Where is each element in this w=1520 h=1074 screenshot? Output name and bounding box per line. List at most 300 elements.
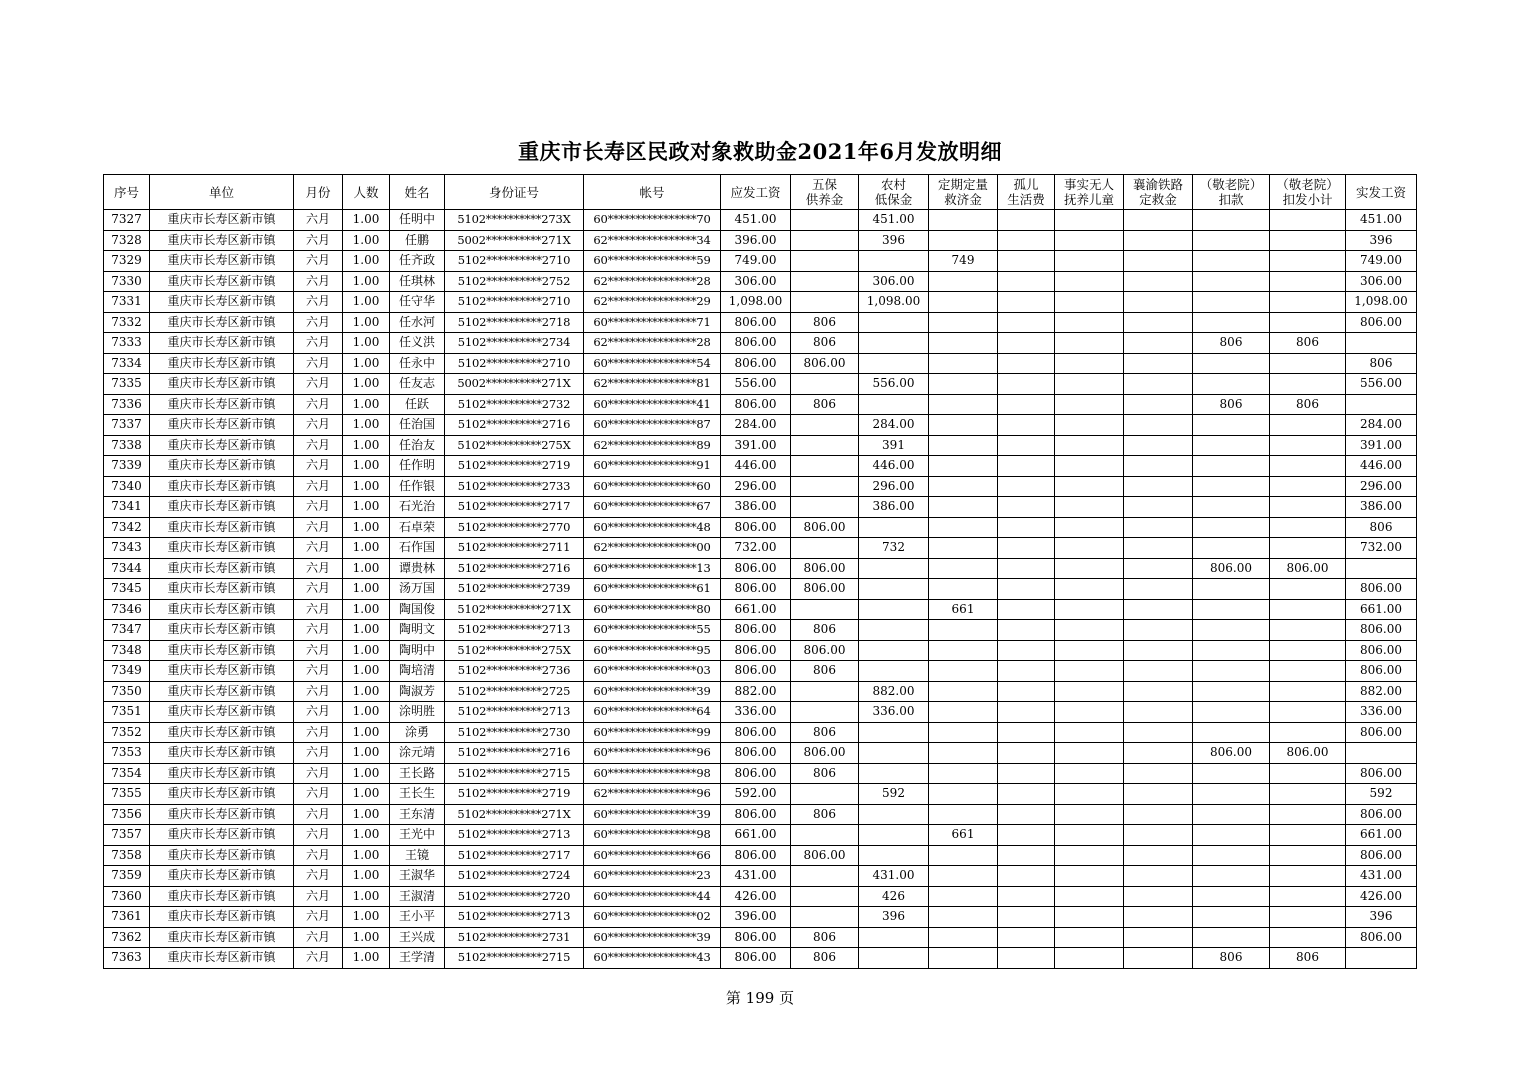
table-cell: 7344 bbox=[104, 558, 150, 579]
table-cell bbox=[1270, 927, 1346, 948]
table-cell: 62****************00 bbox=[584, 538, 721, 559]
table-cell: 重庆市长寿区新市镇 bbox=[150, 579, 294, 600]
table-cell bbox=[1270, 620, 1346, 641]
table-cell: 806.00 bbox=[721, 661, 791, 682]
table-cell: 重庆市长寿区新市镇 bbox=[150, 476, 294, 497]
table-cell bbox=[1124, 948, 1193, 969]
table-cell: 重庆市长寿区新市镇 bbox=[150, 517, 294, 538]
table-cell bbox=[998, 312, 1055, 333]
table-cell: 1.00 bbox=[343, 927, 390, 948]
table-cell bbox=[1270, 579, 1346, 600]
table-cell bbox=[1124, 599, 1193, 620]
table-cell: 六月 bbox=[294, 886, 343, 907]
table-cell bbox=[998, 661, 1055, 682]
table-cell: 60****************39 bbox=[584, 804, 721, 825]
table-cell: 5102**********2718 bbox=[445, 312, 584, 333]
table-cell bbox=[998, 866, 1055, 887]
table-cell bbox=[1124, 927, 1193, 948]
table-cell: 5102**********2715 bbox=[445, 763, 584, 784]
table-cell bbox=[1124, 394, 1193, 415]
table-cell: 7349 bbox=[104, 661, 150, 682]
table-cell bbox=[1346, 394, 1417, 415]
table-cell: 1.00 bbox=[343, 517, 390, 538]
table-cell: 5102**********273X bbox=[445, 210, 584, 231]
column-header: 襄渝铁路 定救金 bbox=[1124, 175, 1193, 210]
table-cell bbox=[1055, 210, 1124, 231]
table-cell bbox=[998, 681, 1055, 702]
table-cell bbox=[998, 599, 1055, 620]
table-cell bbox=[859, 948, 929, 969]
table-cell: 806.00 bbox=[791, 845, 859, 866]
table-cell: 7329 bbox=[104, 251, 150, 272]
table-cell bbox=[859, 333, 929, 354]
table-cell bbox=[1124, 415, 1193, 436]
table-cell: 任水河 bbox=[390, 312, 445, 333]
table-cell bbox=[1055, 927, 1124, 948]
table-cell bbox=[998, 292, 1055, 313]
table-cell: 806 bbox=[1193, 394, 1270, 415]
table-cell bbox=[1270, 435, 1346, 456]
table-cell bbox=[791, 825, 859, 846]
table-cell: 5102**********2710 bbox=[445, 353, 584, 374]
table-row bbox=[104, 927, 1417, 948]
table-cell: 806.00 bbox=[1193, 743, 1270, 764]
table-row bbox=[104, 702, 1417, 723]
table-cell bbox=[998, 763, 1055, 784]
table-cell: 5102**********2719 bbox=[445, 784, 584, 805]
table-cell bbox=[929, 907, 998, 928]
table-cell bbox=[1124, 763, 1193, 784]
table-cell: 王小平 bbox=[390, 907, 445, 928]
table-cell bbox=[1124, 845, 1193, 866]
table-cell: 任友志 bbox=[390, 374, 445, 395]
table-cell bbox=[1055, 784, 1124, 805]
table-cell bbox=[859, 661, 929, 682]
table-cell bbox=[859, 825, 929, 846]
table-cell: 806.00 bbox=[721, 763, 791, 784]
table-cell: 六月 bbox=[294, 866, 343, 887]
table-cell: 60****************91 bbox=[584, 456, 721, 477]
table-cell: 396 bbox=[859, 230, 929, 251]
table-cell: 806 bbox=[791, 927, 859, 948]
table-cell bbox=[1193, 497, 1270, 518]
table-cell: 446.00 bbox=[1346, 456, 1417, 477]
table-cell: 六月 bbox=[294, 722, 343, 743]
column-header: 单位 bbox=[150, 175, 294, 210]
table-row bbox=[104, 517, 1417, 538]
table-cell: 王镜 bbox=[390, 845, 445, 866]
table-cell: 1.00 bbox=[343, 558, 390, 579]
table-cell bbox=[1124, 702, 1193, 723]
table-cell: 60****************54 bbox=[584, 353, 721, 374]
table-cell: 六月 bbox=[294, 476, 343, 497]
table-cell: 284.00 bbox=[1346, 415, 1417, 436]
table-cell bbox=[791, 476, 859, 497]
table-row bbox=[104, 825, 1417, 846]
table-cell: 石光治 bbox=[390, 497, 445, 518]
table-cell bbox=[859, 845, 929, 866]
table-cell: 882.00 bbox=[721, 681, 791, 702]
table-cell bbox=[859, 251, 929, 272]
table-cell: 重庆市长寿区新市镇 bbox=[150, 210, 294, 231]
table-cell bbox=[1193, 415, 1270, 436]
table-cell: 451.00 bbox=[721, 210, 791, 231]
table-cell: 60****************39 bbox=[584, 681, 721, 702]
table-cell bbox=[929, 866, 998, 887]
table-cell bbox=[1055, 497, 1124, 518]
table-cell: 284.00 bbox=[859, 415, 929, 436]
table-cell: 7348 bbox=[104, 640, 150, 661]
table-cell bbox=[1270, 804, 1346, 825]
table-cell bbox=[998, 333, 1055, 354]
table-cell: 5102**********2710 bbox=[445, 292, 584, 313]
table-cell: 306.00 bbox=[859, 271, 929, 292]
table-cell bbox=[1124, 661, 1193, 682]
column-header: 姓名 bbox=[390, 175, 445, 210]
table-cell: 431.00 bbox=[721, 866, 791, 887]
table-cell: 陶淑芳 bbox=[390, 681, 445, 702]
table-cell bbox=[929, 312, 998, 333]
table-cell: 六月 bbox=[294, 804, 343, 825]
table-row bbox=[104, 907, 1417, 928]
table-cell: 60****************44 bbox=[584, 886, 721, 907]
table-cell bbox=[859, 353, 929, 374]
table-cell: 7359 bbox=[104, 866, 150, 887]
table-cell: 1.00 bbox=[343, 271, 390, 292]
table-row bbox=[104, 948, 1417, 969]
table-cell: 806.00 bbox=[721, 927, 791, 948]
table-cell: 60****************96 bbox=[584, 743, 721, 764]
table-cell: 556.00 bbox=[721, 374, 791, 395]
table-cell: 306.00 bbox=[1346, 271, 1417, 292]
table-cell: 451.00 bbox=[859, 210, 929, 231]
table-cell bbox=[1270, 292, 1346, 313]
table-cell: 806.00 bbox=[721, 394, 791, 415]
table-cell bbox=[929, 784, 998, 805]
table-cell: 806.00 bbox=[791, 743, 859, 764]
table-cell bbox=[998, 907, 1055, 928]
column-header: 实发工资 bbox=[1346, 175, 1417, 210]
page-title: 重庆市长寿区民政对象救助金2021年6月发放明细 bbox=[517, 139, 1003, 164]
table-cell: 60****************67 bbox=[584, 497, 721, 518]
column-header: 孤儿 生活费 bbox=[998, 175, 1055, 210]
table-cell bbox=[1124, 681, 1193, 702]
table-cell bbox=[1270, 210, 1346, 231]
table-cell: 六月 bbox=[294, 763, 343, 784]
table-cell bbox=[1346, 743, 1417, 764]
table-cell: 7334 bbox=[104, 353, 150, 374]
table-cell: 806.00 bbox=[721, 845, 791, 866]
table-cell: 六月 bbox=[294, 538, 343, 559]
table-cell bbox=[998, 845, 1055, 866]
table-cell bbox=[998, 456, 1055, 477]
table-cell: 732.00 bbox=[1346, 538, 1417, 559]
table-header bbox=[104, 175, 1417, 210]
table-cell bbox=[929, 763, 998, 784]
table-cell bbox=[1193, 599, 1270, 620]
table-cell: 7335 bbox=[104, 374, 150, 395]
table-cell: 60****************80 bbox=[584, 599, 721, 620]
table-cell bbox=[1124, 210, 1193, 231]
table-cell: 806 bbox=[1346, 353, 1417, 374]
table-cell: 石卓荣 bbox=[390, 517, 445, 538]
table-cell: 重庆市长寿区新市镇 bbox=[150, 292, 294, 313]
table-row bbox=[104, 886, 1417, 907]
table-cell: 重庆市长寿区新市镇 bbox=[150, 886, 294, 907]
table-cell bbox=[791, 886, 859, 907]
table-cell: 806.00 bbox=[1346, 640, 1417, 661]
table-cell bbox=[929, 948, 998, 969]
table-cell: 陶培清 bbox=[390, 661, 445, 682]
table-cell bbox=[1055, 394, 1124, 415]
table-cell bbox=[1193, 517, 1270, 538]
table-cell bbox=[998, 476, 1055, 497]
table-cell: 重庆市长寿区新市镇 bbox=[150, 374, 294, 395]
table-cell: 重庆市长寿区新市镇 bbox=[150, 722, 294, 743]
table-cell bbox=[929, 353, 998, 374]
table-cell: 王淑清 bbox=[390, 886, 445, 907]
table-cell: 六月 bbox=[294, 394, 343, 415]
table-cell: 426.00 bbox=[721, 886, 791, 907]
table-cell: 5102**********2730 bbox=[445, 722, 584, 743]
table-row bbox=[104, 681, 1417, 702]
table-cell bbox=[998, 784, 1055, 805]
table-cell: 882.00 bbox=[1346, 681, 1417, 702]
table-cell bbox=[1055, 845, 1124, 866]
table-cell bbox=[1193, 661, 1270, 682]
table-cell: 592.00 bbox=[721, 784, 791, 805]
table-cell: 62****************96 bbox=[584, 784, 721, 805]
table-cell bbox=[1193, 722, 1270, 743]
table-cell bbox=[1270, 415, 1346, 436]
table-cell: 重庆市长寿区新市镇 bbox=[150, 251, 294, 272]
table-cell: 7336 bbox=[104, 394, 150, 415]
column-header: 身份证号 bbox=[445, 175, 584, 210]
table-cell: 60****************03 bbox=[584, 661, 721, 682]
table-cell: 1.00 bbox=[343, 825, 390, 846]
table-cell bbox=[1124, 497, 1193, 518]
table-cell bbox=[998, 948, 1055, 969]
table-cell: 661 bbox=[929, 599, 998, 620]
table-cell: 386.00 bbox=[859, 497, 929, 518]
table-cell bbox=[998, 722, 1055, 743]
table-cell bbox=[1270, 456, 1346, 477]
table-cell: 1,098.00 bbox=[721, 292, 791, 313]
table-cell: 5102**********2731 bbox=[445, 927, 584, 948]
table-cell: 5102**********2716 bbox=[445, 415, 584, 436]
table-cell: 806 bbox=[791, 394, 859, 415]
table-cell bbox=[998, 353, 1055, 374]
table-cell: 749.00 bbox=[1346, 251, 1417, 272]
table-cell: 806.00 bbox=[1193, 558, 1270, 579]
table-cell: 重庆市长寿区新市镇 bbox=[150, 435, 294, 456]
table-cell: 60****************23 bbox=[584, 866, 721, 887]
table-cell bbox=[1124, 804, 1193, 825]
table-cell: 7360 bbox=[104, 886, 150, 907]
table-cell: 62****************34 bbox=[584, 230, 721, 251]
table-cell: 涂元靖 bbox=[390, 743, 445, 764]
table-cell: 1,098.00 bbox=[859, 292, 929, 313]
table-cell: 六月 bbox=[294, 702, 343, 723]
table-cell: 1.00 bbox=[343, 579, 390, 600]
table-cell bbox=[1124, 620, 1193, 641]
table-cell bbox=[1193, 681, 1270, 702]
table-cell: 806.00 bbox=[721, 517, 791, 538]
table-cell: 806.00 bbox=[721, 804, 791, 825]
table-cell: 661.00 bbox=[1346, 825, 1417, 846]
table-cell: 1.00 bbox=[343, 435, 390, 456]
table-cell: 5102**********2720 bbox=[445, 886, 584, 907]
table-cell bbox=[998, 210, 1055, 231]
table-cell: 六月 bbox=[294, 435, 343, 456]
table-row bbox=[104, 538, 1417, 559]
table-cell: 5102**********2752 bbox=[445, 271, 584, 292]
table-cell: 六月 bbox=[294, 312, 343, 333]
table-cell: 5002**********271X bbox=[445, 230, 584, 251]
table-cell: 1.00 bbox=[343, 804, 390, 825]
table-cell bbox=[791, 271, 859, 292]
column-header: 定期定量 救济金 bbox=[929, 175, 998, 210]
table-cell: 六月 bbox=[294, 415, 343, 436]
table-cell: 六月 bbox=[294, 681, 343, 702]
table-cell bbox=[998, 579, 1055, 600]
table-cell: 王兴成 bbox=[390, 927, 445, 948]
table-cell bbox=[1193, 927, 1270, 948]
table-cell: 5002**********271X bbox=[445, 374, 584, 395]
table-cell bbox=[1124, 251, 1193, 272]
table-cell bbox=[929, 722, 998, 743]
table-cell: 5102**********2713 bbox=[445, 907, 584, 928]
table-row bbox=[104, 722, 1417, 743]
table-cell: 六月 bbox=[294, 825, 343, 846]
table-cell bbox=[929, 845, 998, 866]
table-cell: 7345 bbox=[104, 579, 150, 600]
table-cell bbox=[1124, 558, 1193, 579]
table-cell: 7351 bbox=[104, 702, 150, 723]
table-cell: 六月 bbox=[294, 948, 343, 969]
table-cell: 451.00 bbox=[1346, 210, 1417, 231]
table-cell bbox=[1193, 640, 1270, 661]
table-cell bbox=[859, 927, 929, 948]
table-cell: 806 bbox=[791, 948, 859, 969]
table-cell bbox=[1270, 353, 1346, 374]
table-cell bbox=[859, 743, 929, 764]
table-cell: 806.00 bbox=[721, 579, 791, 600]
table-cell: 62****************29 bbox=[584, 292, 721, 313]
table-cell bbox=[1055, 763, 1124, 784]
table-cell: 六月 bbox=[294, 620, 343, 641]
table-cell bbox=[1193, 907, 1270, 928]
table-cell: 1.00 bbox=[343, 948, 390, 969]
table-cell bbox=[1124, 907, 1193, 928]
table-cell bbox=[998, 435, 1055, 456]
table-cell: 王东清 bbox=[390, 804, 445, 825]
table-row bbox=[104, 784, 1417, 805]
table-cell bbox=[929, 456, 998, 477]
table-cell: 806 bbox=[791, 763, 859, 784]
table-cell bbox=[1193, 292, 1270, 313]
table-cell: 任鹏 bbox=[390, 230, 445, 251]
table-cell bbox=[1124, 538, 1193, 559]
table-cell: 806.00 bbox=[1346, 312, 1417, 333]
table-cell: 391.00 bbox=[721, 435, 791, 456]
table-cell: 7342 bbox=[104, 517, 150, 538]
table-cell bbox=[1270, 374, 1346, 395]
table-cell: 任义洪 bbox=[390, 333, 445, 354]
table-cell: 六月 bbox=[294, 333, 343, 354]
table-cell: 336.00 bbox=[1346, 702, 1417, 723]
table-cell bbox=[1055, 353, 1124, 374]
table-cell: 六月 bbox=[294, 661, 343, 682]
table-cell bbox=[791, 230, 859, 251]
table-cell: 60****************70 bbox=[584, 210, 721, 231]
table-cell: 六月 bbox=[294, 845, 343, 866]
table-cell bbox=[1055, 866, 1124, 887]
table-cell bbox=[1055, 476, 1124, 497]
table-cell bbox=[1055, 558, 1124, 579]
table-cell: 5102**********2724 bbox=[445, 866, 584, 887]
table-cell: 749.00 bbox=[721, 251, 791, 272]
table-cell bbox=[859, 599, 929, 620]
column-header: （敬老院） 扣发小计 bbox=[1270, 175, 1346, 210]
table-cell bbox=[1193, 312, 1270, 333]
table-cell: 1.00 bbox=[343, 640, 390, 661]
table-cell bbox=[1193, 804, 1270, 825]
table-cell: 60****************60 bbox=[584, 476, 721, 497]
table-cell: 806 bbox=[791, 661, 859, 682]
table-cell: 重庆市长寿区新市镇 bbox=[150, 538, 294, 559]
table-cell bbox=[1193, 538, 1270, 559]
table-cell: 60****************95 bbox=[584, 640, 721, 661]
table-cell: 1.00 bbox=[343, 702, 390, 723]
table-row bbox=[104, 333, 1417, 354]
table-cell bbox=[929, 476, 998, 497]
table-cell bbox=[1055, 517, 1124, 538]
table-cell: 六月 bbox=[294, 292, 343, 313]
table-cell: 882.00 bbox=[859, 681, 929, 702]
table-cell: 386.00 bbox=[721, 497, 791, 518]
table-cell: 806.00 bbox=[1270, 743, 1346, 764]
table-cell: 1.00 bbox=[343, 620, 390, 641]
table-cell bbox=[1055, 292, 1124, 313]
table-cell: 1.00 bbox=[343, 476, 390, 497]
table-cell: 446.00 bbox=[859, 456, 929, 477]
table-cell bbox=[1055, 456, 1124, 477]
table-cell bbox=[859, 394, 929, 415]
table-row bbox=[104, 661, 1417, 682]
table-cell bbox=[1270, 312, 1346, 333]
table-cell: 石作国 bbox=[390, 538, 445, 559]
table-cell: 5102**********2725 bbox=[445, 681, 584, 702]
table-cell bbox=[1124, 886, 1193, 907]
table-cell: 806.00 bbox=[1346, 845, 1417, 866]
table-cell: 重庆市长寿区新市镇 bbox=[150, 456, 294, 477]
table-cell: 7361 bbox=[104, 907, 150, 928]
table-cell bbox=[1055, 722, 1124, 743]
table-cell bbox=[1124, 456, 1193, 477]
table-cell: 60****************59 bbox=[584, 251, 721, 272]
table-cell: 60****************55 bbox=[584, 620, 721, 641]
table-cell: 7357 bbox=[104, 825, 150, 846]
table-cell: 7327 bbox=[104, 210, 150, 231]
table-cell bbox=[998, 538, 1055, 559]
table-cell: 六月 bbox=[294, 230, 343, 251]
table-cell: 1.00 bbox=[343, 230, 390, 251]
table-cell: 重庆市长寿区新市镇 bbox=[150, 948, 294, 969]
table-cell: 六月 bbox=[294, 907, 343, 928]
table-cell: 重庆市长寿区新市镇 bbox=[150, 353, 294, 374]
table-cell: 806.00 bbox=[721, 948, 791, 969]
